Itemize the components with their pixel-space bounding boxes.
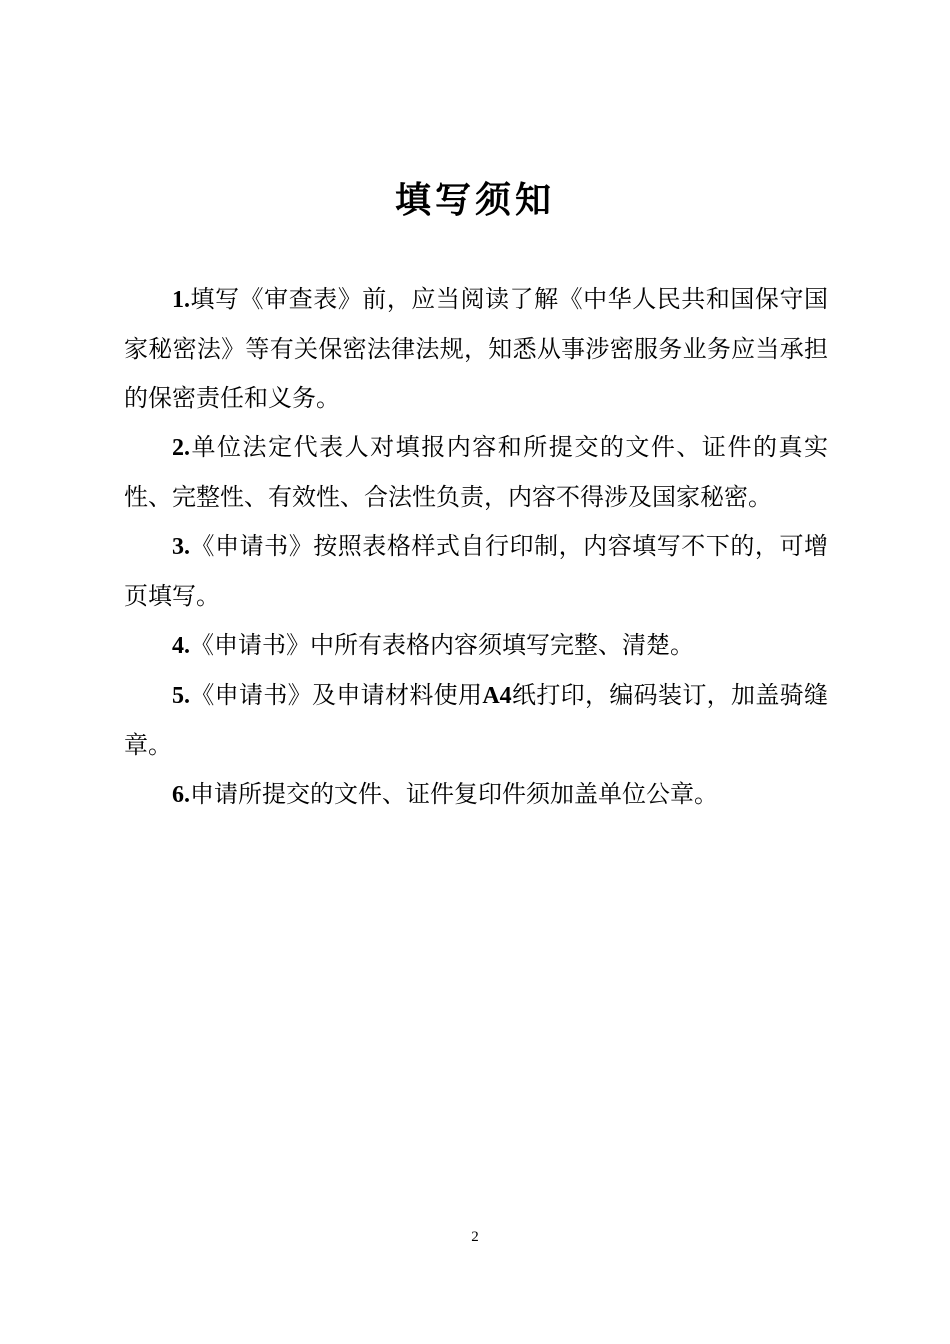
instruction-item-2 xyxy=(124,423,828,522)
instruction-item-6 xyxy=(124,770,828,820)
item-number: 6. xyxy=(172,782,190,808)
item-text: 《申请书》中所有表格内容须填写完整、清楚。 xyxy=(190,631,694,659)
instruction-item-3 xyxy=(124,522,828,621)
item-text-before: 《申请书》及申请材料使用 xyxy=(190,681,483,709)
item-text-after: 纸打印，编码装订，加盖骑缝章。 xyxy=(124,681,828,759)
item-text: 《申请书》按照表格样式自行印制，内容填写不下的，可增页填写。 xyxy=(124,532,828,610)
item-number: 2. xyxy=(172,435,190,461)
item-text: 单位法定代表人对填报内容和所提交的文件、证件的真实性、完整性、有效性、合法性负责，内容不得涉及国家秘密。 xyxy=(124,433,828,511)
item-text: 申请所提交的文件、证件复印件须加盖单位公章。 xyxy=(190,780,718,808)
instruction-item-4 xyxy=(124,621,828,671)
item-number: 4. xyxy=(172,633,190,659)
item-number: 1. xyxy=(172,287,190,313)
instruction-item-5 xyxy=(124,671,828,770)
page-title: 填写须知 xyxy=(394,179,555,221)
item-number: 5. xyxy=(172,683,190,709)
item-text: 填写《审查表》前，应当阅读了解《中华人民共和国保守国家秘密法》等有关保密法律法规，知悉从事涉密服务业务应当承担的保密责任和义务。 xyxy=(124,285,828,412)
paper-size: A4 xyxy=(482,683,512,709)
page-number: 2 xyxy=(471,1229,479,1245)
item-number: 3. xyxy=(172,534,190,560)
instructions-list xyxy=(124,275,828,820)
instruction-item-1 xyxy=(124,275,828,423)
